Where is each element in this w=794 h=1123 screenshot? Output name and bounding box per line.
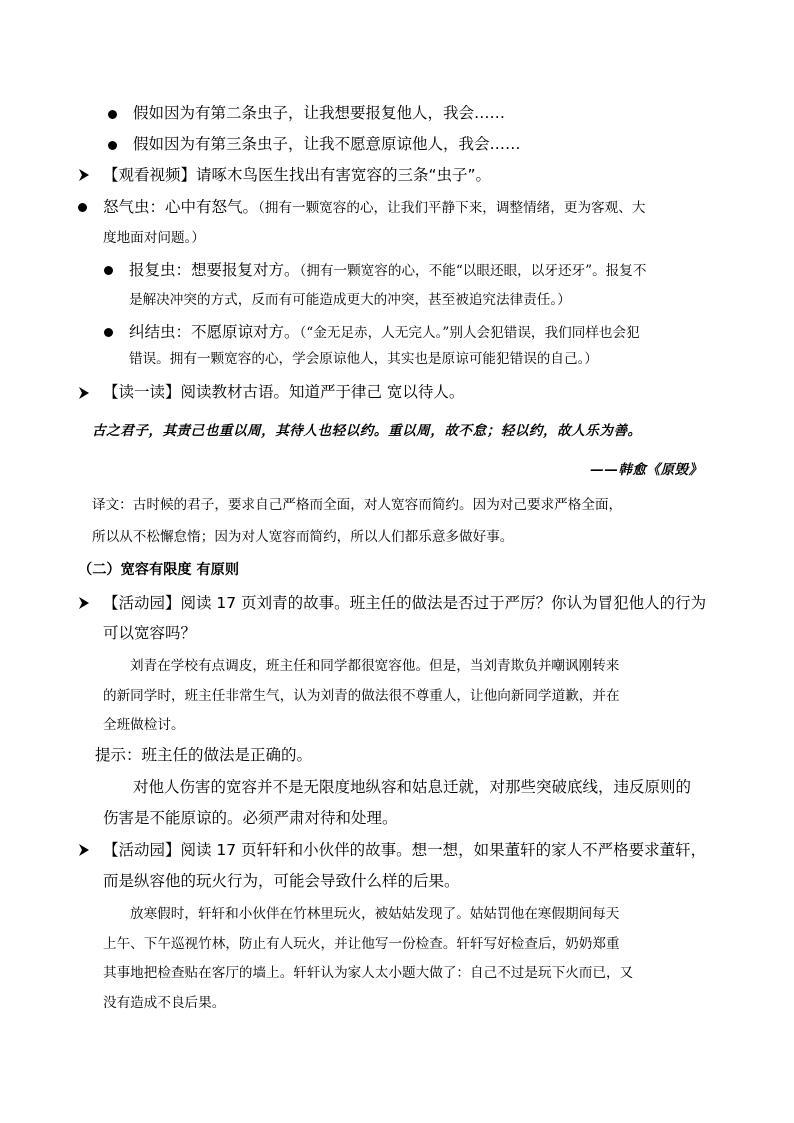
item-note: （拥有一颗宽容的心，不能“以眼还眼，以牙还牙”。报复不 xyxy=(299,263,647,279)
story-text: 没有造成不良后果。 xyxy=(103,995,226,1011)
bullet-icon xyxy=(104,328,113,337)
bullet-icon xyxy=(104,266,113,275)
bullet-item: 假如因为有第二条虫子，让我想要报复他人，我会…… xyxy=(133,104,506,122)
item-title: 怒气虫：心中有怒气。 xyxy=(103,198,259,216)
story-text: 刘青在学校有点调皮，班主任和同学都很宽容他。但是，当刘青欺负并嘲讽刚转来 xyxy=(130,658,620,674)
arrow-bullet-icon xyxy=(78,168,90,182)
list-item xyxy=(129,262,646,279)
list-item xyxy=(129,324,640,341)
bullet-icon xyxy=(78,203,87,212)
arrow-bullet-icon xyxy=(78,386,90,400)
story-text: 放寒假时，轩轩和小伙伴在竹林里玩火，被姑姑发现了。姑姑罚他在寒假期间每天 xyxy=(130,906,620,922)
classical-quote: 古之君子，其责己也重以周，其待人也轻以约。重以周，故不怠；轻以约，故人乐为善。 xyxy=(92,423,642,439)
item-note-continued: 度地面对问题。） xyxy=(103,230,205,246)
item-note-continued: 是解决冲突的方式，反而有可能造成更大的冲突，甚至被追究法律责任。） xyxy=(129,292,571,308)
activity-question: 【活动园】阅读 17 页轩轩和小伙伴的故事。想一想，如果董轩的家人不严格要求董轩， xyxy=(103,841,707,859)
item-note-continued: 错误。拥有一颗宽容的心，学会原谅他人，其实也是原谅可能犯错误的自己。） xyxy=(129,351,598,367)
section-heading: 【观看视频】请啄木鸟医生找出有害宽容的三条“虫子”。 xyxy=(103,166,492,184)
story-text: 全班做检讨。 xyxy=(103,717,185,733)
translation-text: 译文：古时候的君子，要求自己严格而全面，对人宽容而简约。因为对己要求严格全面， xyxy=(92,497,623,513)
quote-attribution: ——韩愈《原毁》 xyxy=(590,462,703,478)
section-heading: 【读一读】阅读教材古语。知道严于律己 宽以待人。 xyxy=(103,383,465,401)
item-title: 报复虫：想要报复对方。 xyxy=(129,261,300,279)
story-text: 的新同学时，班主任非常生气，认为刘青的做法很不尊重人，让他向新同学道歉，并在 xyxy=(103,688,620,704)
list-item xyxy=(103,199,645,216)
item-title: 纠结虫：不愿原谅对方。 xyxy=(129,323,300,341)
item-note: （“金无足赤，人无完人。”别人会犯错误，我们同样也会犯 xyxy=(299,325,640,341)
item-note: （拥有一颗宽容的心，让我们平静下来，调整情绪，更为客观、大 xyxy=(258,200,646,216)
translation-text: 所以从不松懈怠惰；因为对人宽容而简约，所以人们都乐意多做好事。 xyxy=(92,529,514,545)
hint-text: 提示：班主任的做法是正确的。 xyxy=(95,746,313,764)
arrow-bullet-icon xyxy=(78,843,90,857)
activity-question: 可以宽容吗？ xyxy=(103,624,197,642)
story-text: 上午、下午巡视竹林，防止有人玩火，并让他写一份检查。轩轩写好检查后，奶奶郑重 xyxy=(103,936,620,952)
subsection-heading: （二）宽容有限度 有原则 xyxy=(78,562,240,578)
bullet-icon xyxy=(108,110,117,119)
bullet-item: 假如因为有第三条虫子，让我不愿意原谅他人，我会…… xyxy=(133,135,521,153)
story-text: 其事地把检查贴在客厅的墙上。轩轩认为家人太小题大做了：自己不过是玩下火而已，又 xyxy=(103,965,634,981)
arrow-bullet-icon xyxy=(78,596,90,610)
answer-text: 伤害是不能原谅的。必须严肃对待和处理。 xyxy=(103,809,398,827)
activity-question: 【活动园】阅读 17 页刘青的故事。班主任的做法是否过于严厉？你认为冒犯他人的行为 xyxy=(103,594,707,612)
answer-text: 对他人伤害的宽容并不是无限度地纵容和姑息迁就，对那些突破底线，违反原则的 xyxy=(133,778,692,796)
bullet-icon xyxy=(108,141,117,150)
activity-question: 而是纵容他的玩火行为，可能会导致什么样的后果。 xyxy=(103,872,460,890)
